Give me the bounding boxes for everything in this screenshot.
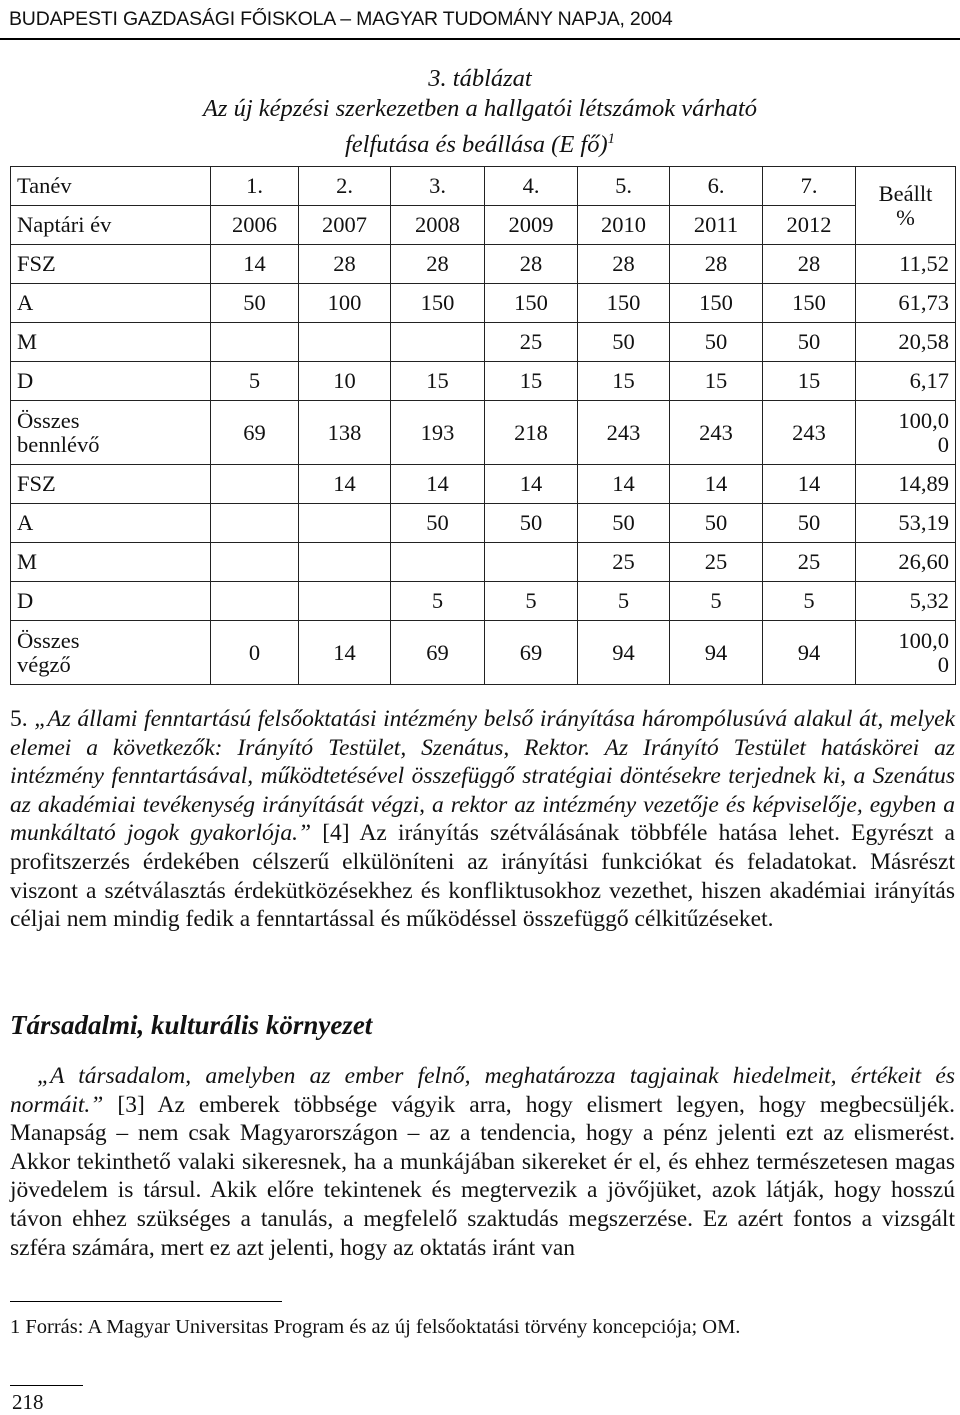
table-cell: 14 xyxy=(299,621,391,685)
table-cell: 2012 xyxy=(763,206,856,245)
table-cell: 50 xyxy=(578,323,670,362)
table-cell xyxy=(391,543,485,582)
table-cell: 0 xyxy=(211,621,299,685)
table-cell: 14 xyxy=(578,465,670,504)
table-row xyxy=(11,582,956,621)
table-cell: 150 xyxy=(578,284,670,323)
percent-cell: 61,73 xyxy=(856,284,956,323)
table-cell: 243 xyxy=(763,401,856,465)
table-cell: 14 xyxy=(763,465,856,504)
row-label: FSZ xyxy=(11,465,211,504)
table-cell: 243 xyxy=(578,401,670,465)
table-caption-line: felfutása és beállása (E fő)$^1$ xyxy=(344,131,615,159)
footnote: 1 Forrás: A Magyar Universitas Program és az új felsőoktatási törvény koncepciója; OM. xyxy=(10,1316,741,1338)
enrollment-table xyxy=(10,166,956,685)
table-cell: 150 xyxy=(485,284,578,323)
table-cell: 14 xyxy=(299,465,391,504)
page-number-rule xyxy=(10,1385,83,1386)
table-cell: 50 xyxy=(763,504,856,543)
table-row xyxy=(11,245,956,284)
table-cell: 138 xyxy=(299,401,391,465)
footnote-ref: 1 xyxy=(607,131,615,147)
table-cell: 15 xyxy=(485,362,578,401)
table-cell: 94 xyxy=(763,621,856,685)
table-cell xyxy=(211,543,299,582)
table-cell xyxy=(299,543,391,582)
table-cell: 15 xyxy=(391,362,485,401)
percent-cell: 26,60 xyxy=(856,543,956,582)
table-cell: 3. xyxy=(391,167,485,206)
table-cell: 50 xyxy=(670,504,763,543)
table-cell: 2006 xyxy=(211,206,299,245)
row-label: M xyxy=(11,543,211,582)
table-cell: 243 xyxy=(670,401,763,465)
table-cell: 2008 xyxy=(391,206,485,245)
table-cell xyxy=(299,582,391,621)
table-cell: 50 xyxy=(211,284,299,323)
table-cell: 69 xyxy=(391,621,485,685)
table-cell xyxy=(391,323,485,362)
table-row xyxy=(11,323,956,362)
percent-cell: 11,52 xyxy=(856,245,956,284)
row-label: Naptári év xyxy=(11,206,211,245)
row-label: A xyxy=(11,504,211,543)
paragraph-society: „A társadalom, amelyben az ember felnő, meghatározza tagjainak hiedelmeit, értékeit és normáit.” [3] Az emberek többsége vágyik arra, hogy elismert legyen, hogy megbecsüljék. Manapság – nem csak Magyarországon – az a tendencia, hogy a pénz jelenti ezt az elismerést. Akkor tekinthető valaki sikeresnek, ha a munkájában sikereket ér el, és ehhez természetesen magas jövedelem is társul. Akik előre tekintenek és megtervezik a jövőjüket, azok látják, hogy hosszú távon ehhez szükséges a tanulás, a megfelelő szaktudás megszerzése. Ez azért fontos a vizsgált szféra számára, mert ez azt jelenti, hogy az oktatás iránt van xyxy=(10,1063,955,1261)
row-label: Összes végző xyxy=(11,621,211,685)
percent-cell: 20,58 xyxy=(856,323,956,362)
table-cell xyxy=(211,582,299,621)
table-row xyxy=(11,504,956,543)
table-row xyxy=(11,543,956,582)
table-cell: 5 xyxy=(763,582,856,621)
table-cell: 15 xyxy=(670,362,763,401)
table-cell: 5. xyxy=(578,167,670,206)
table-cell: 5 xyxy=(670,582,763,621)
table-cell: 5 xyxy=(211,362,299,401)
table-cell: 2007 xyxy=(299,206,391,245)
table-row xyxy=(11,401,956,465)
table-cell: 6. xyxy=(670,167,763,206)
table-row xyxy=(11,465,956,504)
table-cell: 25 xyxy=(578,543,670,582)
table-cell: 25 xyxy=(670,543,763,582)
table-cell: 50 xyxy=(391,504,485,543)
table-cell xyxy=(299,504,391,543)
paragraph-governance: 5. „Az állami fenntartású felsőoktatási intézmény belső irányítása hárompólusúvá alakul át, melyek elemei a következők: Irányító Testület, Szenátus, Rektor. Az Irányító Testület hatáskörei az intézmény fenntartásával, működtetésével összefüggő stratégiai döntésekre terjednek ki, a Szenátus az akadémiai tevékenység irányítását végzi, a rektor az intézmény vezetője és képviselője, egyben a munkáltató jogok gyakorlója.” [4] Az irányítás szétválásának többféle hatása lehet. Egyrészt a profitszerzés érdekében célszerű elkülöníteni az irányítási funkciókat és feladatokat. Másrészt viszont a szétválasztás érdekütközésekhez és konfliktusokhoz vezethet, hiszen akadémiai irányítás céljai nem mindig fedik a fenntartással és működéssel összefüggő célkitűzéseket. xyxy=(10,706,956,933)
table-caption-line: Az új képzési szerkezetben a hallgatói létszámok várható xyxy=(202,95,758,122)
percent-cell: 53,19 xyxy=(856,504,956,543)
table-cell xyxy=(485,543,578,582)
table-cell: 1. xyxy=(211,167,299,206)
table-cell: 2009 xyxy=(485,206,578,245)
table-cell: 28 xyxy=(391,245,485,284)
table-cell xyxy=(211,504,299,543)
footnote-divider xyxy=(10,1301,282,1302)
table-cell: 28 xyxy=(670,245,763,284)
table-cell: 218 xyxy=(485,401,578,465)
percent-cell: 5,32 xyxy=(856,582,956,621)
row-label: D xyxy=(11,362,211,401)
row-label: FSZ xyxy=(11,245,211,284)
table-cell: 50 xyxy=(578,504,670,543)
table-cell: 15 xyxy=(763,362,856,401)
row-label: M xyxy=(11,323,211,362)
table-cell: 7. xyxy=(763,167,856,206)
table-cell: 14 xyxy=(391,465,485,504)
table-cell: 69 xyxy=(485,621,578,685)
table-cell: 50 xyxy=(763,323,856,362)
table-cell: 10 xyxy=(299,362,391,401)
table-cell: 5 xyxy=(485,582,578,621)
table-cell: 150 xyxy=(391,284,485,323)
table-cell: 28 xyxy=(299,245,391,284)
table-caption-number: 3. táblázat xyxy=(428,65,532,92)
page-number: 218 xyxy=(12,1390,44,1414)
section-heading: Társadalmi, kulturális környezet xyxy=(10,1010,373,1040)
row-label: Tanév xyxy=(11,167,211,206)
percent-cell: 6,17 xyxy=(856,362,956,401)
table-cell: 2010 xyxy=(578,206,670,245)
table-cell: 5 xyxy=(391,582,485,621)
table-row xyxy=(11,206,956,245)
table-cell: 25 xyxy=(485,323,578,362)
table-cell: 15 xyxy=(578,362,670,401)
table-cell: 14 xyxy=(211,245,299,284)
table-cell: 14 xyxy=(670,465,763,504)
beallt-header: Beállt % xyxy=(856,167,956,245)
table-cell: 25 xyxy=(763,543,856,582)
table-cell: 193 xyxy=(391,401,485,465)
table-cell: 2. xyxy=(299,167,391,206)
table-row xyxy=(11,284,956,323)
row-label: A xyxy=(11,284,211,323)
percent-cell: 100,0 0 xyxy=(856,621,956,685)
table-cell xyxy=(211,465,299,504)
table-cell: 28 xyxy=(763,245,856,284)
row-label: Összes bennlévő xyxy=(11,401,211,465)
table-cell: 4. xyxy=(485,167,578,206)
table-cell: 69 xyxy=(211,401,299,465)
table-cell: 150 xyxy=(670,284,763,323)
percent-cell: 14,89 xyxy=(856,465,956,504)
table-cell: 50 xyxy=(670,323,763,362)
table-cell: 50 xyxy=(485,504,578,543)
running-header: BUDAPESTI GAZDASÁGI FŐISKOLA – MAGYAR TUDOMÁNY NAPJA, 2004 xyxy=(0,0,960,40)
table-cell: 94 xyxy=(578,621,670,685)
table-cell: 14 xyxy=(485,465,578,504)
table-row xyxy=(11,362,956,401)
table-cell: 2011 xyxy=(670,206,763,245)
row-label: D xyxy=(11,582,211,621)
table-cell: 100 xyxy=(299,284,391,323)
table-cell: 5 xyxy=(578,582,670,621)
table-row xyxy=(11,167,956,206)
table-cell: 150 xyxy=(763,284,856,323)
table-cell xyxy=(299,323,391,362)
table-cell: 94 xyxy=(670,621,763,685)
table-cell xyxy=(211,323,299,362)
table-cell: 28 xyxy=(578,245,670,284)
percent-cell: 100,0 0 xyxy=(856,401,956,465)
table-cell: 28 xyxy=(485,245,578,284)
table-row xyxy=(11,621,956,685)
